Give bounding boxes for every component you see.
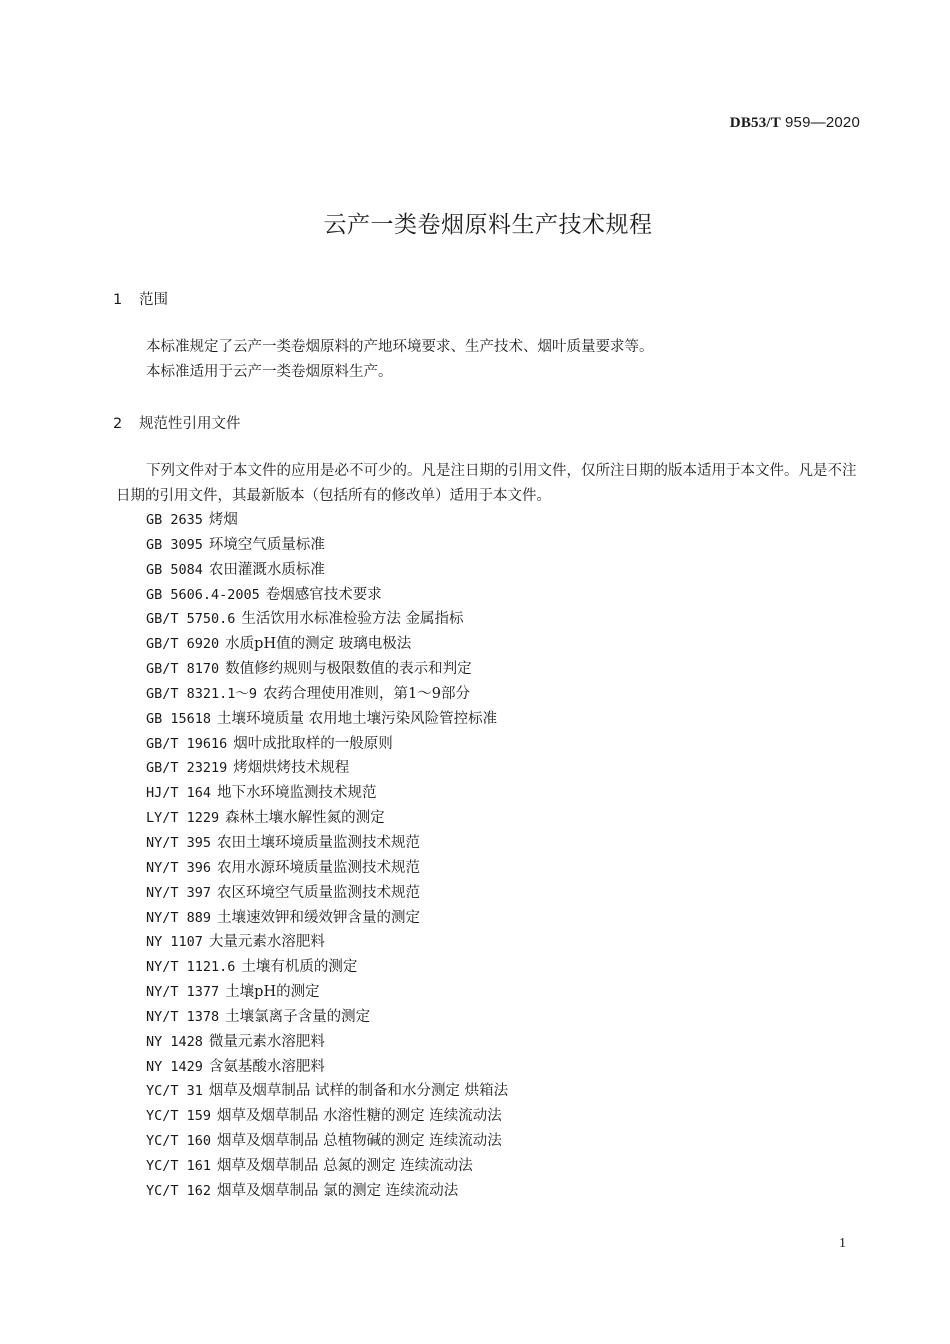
reference-item [146,906,508,931]
reference-item [146,756,508,781]
reference-item [146,632,508,657]
reference-code: YC/T 31 [146,1083,203,1100]
section-number: 2 [113,416,123,432]
reference-title: 大量元素水溶肥料 [208,934,325,951]
reference-code: YC/T 159 [146,1108,212,1125]
reference-title: 农药合理使用准则，第1～9部分 [263,685,470,702]
reference-title: 土壤环境质量 农用地土壤污染风险管控标准 [217,710,498,727]
reference-code: NY/T 395 [146,834,212,851]
reference-item [146,831,508,856]
standard-code-prefix: DB53/T [729,115,781,131]
reference-item [146,980,508,1005]
standard-code-number: 959—2020 [785,114,860,131]
reference-code: GB 3095 [146,536,203,553]
reference-item [146,955,508,980]
reference-title: 含氨基酸水溶肥料 [208,1058,325,1075]
reference-code: GB/T 8170 [146,661,220,678]
reference-item [146,881,508,906]
reference-code: GB/T 5750.6 [146,611,236,628]
reference-code: NY/T 1377 [146,984,220,1001]
reference-code: NY 1428 [146,1033,203,1050]
reference-item [146,1154,508,1179]
reference-code: YC/T 161 [146,1157,212,1174]
reference-code: GB/T 6920 [146,636,220,653]
reference-code: YC/T 160 [146,1133,212,1150]
reference-item [146,930,508,955]
reference-title: 农田灌溉水质标准 [208,561,325,578]
reference-item [146,607,508,632]
reference-item [146,558,508,583]
page-number: 1 [839,1236,846,1251]
reference-code: NY/T 1378 [146,1008,220,1025]
reference-title: 烟叶成批取样的一般原则 [233,735,393,752]
reference-title: 农用水源环境质量监测技术规范 [217,859,421,876]
reference-code: NY 1107 [146,934,203,951]
scope-paragraph-1: 本标准规定了云产一类卷烟原料的产地环境要求、生产技术、烟叶质量要求等。 [146,339,654,355]
reference-item [146,856,508,881]
reference-title: 卷烟感官技术要求 [265,586,382,603]
document-title: 云产一类卷烟原料生产技术规程 [323,212,653,238]
reference-code: GB 5606.4-2005 [146,586,260,603]
reference-item [146,732,508,757]
reference-item [146,1179,508,1204]
reference-item [146,1104,508,1129]
reference-item [146,781,508,806]
reference-item [146,1005,508,1030]
reference-code: NY/T 889 [146,909,212,926]
reference-code: NY/T 397 [146,884,212,901]
section-title: 规范性引用文件 [139,416,241,432]
reference-code: NY/T 396 [146,859,212,876]
reference-item [146,533,508,558]
reference-title: 土壤氯离子含量的测定 [225,1008,371,1025]
reference-title: 农田土壤环境质量监测技术规范 [217,834,421,851]
reference-item [146,682,508,707]
section-number: 1 [113,292,123,308]
reference-title: 烟草及烟草制品 氯的测定 连续流动法 [217,1182,459,1199]
reference-title: 土壤pH的测定 [225,984,320,1001]
reference-title: 环境空气质量标准 [208,536,325,553]
reference-item [146,1030,508,1055]
reference-title: 烟草及烟草制品 总植物碱的测定 连续流动法 [217,1133,502,1150]
reference-title: 烟草及烟草制品 水溶性糖的测定 连续流动法 [217,1108,502,1125]
reference-code: YC/T 162 [146,1182,212,1199]
reference-item [146,806,508,831]
reference-code: GB/T 8321.1～9 [146,685,258,702]
section-heading-scope [113,288,168,309]
reference-title: 土壤有机质的测定 [241,959,358,976]
reference-item [146,707,508,732]
references-intro-paragraph: 下列文件对于本文件的应用是必不可少的。凡是注日期的引用文件，仅所注日期的版本适用于本文件。凡是不注日期的引用文件，其最新版本（包括所有的修改单）适用于本文件。 [116,463,857,504]
reference-title: 烤烟 [208,512,238,528]
reference-code: GB 15618 [146,710,212,727]
reference-code: LY/T 1229 [146,810,220,827]
section-heading-normative-references [113,412,241,433]
reference-item [146,657,508,682]
reference-code: GB/T 19616 [146,735,228,752]
reference-code: GB/T 23219 [146,760,228,777]
reference-title: 水质pH值的测定 玻璃电极法 [225,636,412,653]
reference-code: NY 1429 [146,1058,203,1075]
reference-list [146,508,508,1204]
reference-title: 微量元素水溶肥料 [208,1033,325,1050]
reference-code: NY/T 1121.6 [146,959,236,976]
reference-item [146,583,508,608]
reference-item [146,508,508,533]
reference-title: 森林土壤水解性氮的测定 [225,810,385,827]
reference-code: GB 2635 [146,512,203,528]
reference-title: 烤烟烘烤技术规程 [233,760,350,777]
reference-title: 土壤速效钾和缓效钾含量的测定 [217,909,421,926]
reference-item [146,1055,508,1080]
section-title: 范围 [139,292,168,308]
reference-code: HJ/T 164 [146,785,212,802]
reference-title: 生活饮用水标准检验方法 金属指标 [241,611,464,628]
reference-title: 数值修约规则与极限数值的表示和判定 [225,661,472,678]
reference-item [146,1079,508,1104]
reference-title: 农区环境空气质量监测技术规范 [217,884,421,901]
reference-item [146,1129,508,1154]
scope-paragraph-2: 本标准适用于云产一类卷烟原料生产。 [146,364,393,380]
reference-title: 烟草及烟草制品 试样的制备和水分测定 烘箱法 [208,1083,509,1100]
reference-code: GB 5084 [146,561,203,578]
reference-title: 地下水环境监测技术规范 [217,785,377,802]
standard-code [730,114,860,132]
reference-title: 烟草及烟草制品 总氮的测定 连续流动法 [217,1157,473,1174]
